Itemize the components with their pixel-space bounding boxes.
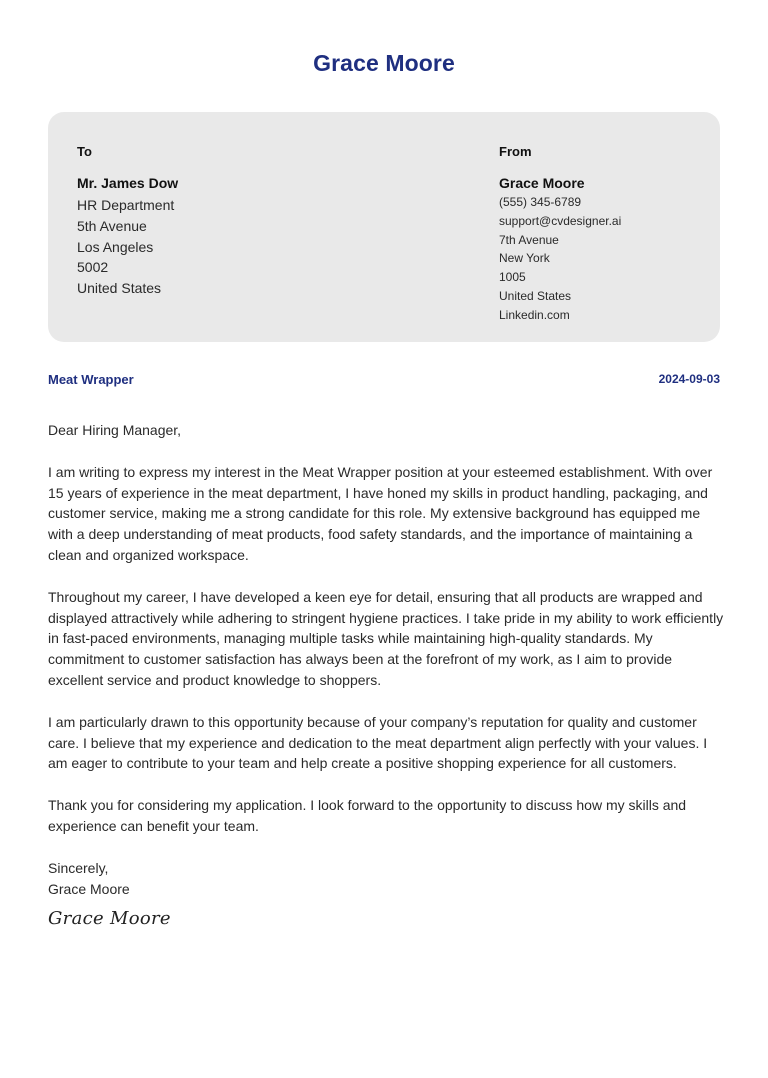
recipient-heading: To [77, 144, 92, 159]
page-title: Grace Moore [313, 50, 455, 76]
sender-phone: (555) 345-6789 [499, 195, 582, 209]
job-title: Meat Wrapper [48, 372, 134, 387]
sender-email: support@cvdesigner.ai [499, 213, 622, 228]
sender-street: 7th Avenue [499, 232, 559, 247]
sender-linkedin: Linkedin.com [499, 307, 570, 322]
recipient-name: Mr. James Dow [77, 175, 179, 191]
closing: Sincerely, [48, 859, 109, 876]
sender-name: Grace Moore [499, 175, 585, 191]
body-paragraph: Throughout my career, I have developed a keen eye for detail, ensuring that all products are wrapped and displayed attractively while adhering to stringent hygiene practices. I take pride in my ability to work efficiently in fast-paced environments, managing multiple tasks while maintaining high-quality standards. My commitment to customer satisfaction has always been at the forefront of my work, as I aim to provide excellent service and product knowledge to shoppers. [48, 588, 724, 688]
recipient-department: HR Department [77, 197, 175, 213]
closing-name: Grace Moore [48, 880, 130, 897]
sender-block [499, 144, 699, 325]
signature: Grace Moore [48, 908, 171, 929]
recipient-city: Los Angeles [77, 238, 154, 255]
sender-postcode: 1005 [499, 270, 526, 285]
sender-city: New York [499, 251, 550, 266]
letter-body [48, 420, 728, 899]
address-card [48, 112, 720, 342]
recipient-country: United States [77, 280, 162, 297]
recipient-block [77, 144, 437, 299]
sender-heading: From [499, 144, 532, 159]
body-paragraph: Thank you for considering my application. I look forward to the opportunity to discuss how my skills and experience can benefit your team. [48, 797, 687, 834]
salutation: Dear Hiring Manager, [48, 422, 182, 438]
recipient-street: 5th Avenue [77, 217, 147, 234]
sender-country: United States [499, 288, 572, 303]
body-paragraph: I am particularly drawn to this opportunity because of your company’s reputation for quality and customer care. I believe that my experience and dedication to the meat department align perfectly with your values. I am eager to contribute to your team and help create a positive shopping experience for all customers. [48, 713, 708, 772]
body-paragraph: I am writing to express my interest in the Meat Wrapper position at your esteemed establishment. With over 15 years of experience in the meat department, I have honed my skills in product handling, packaging, and customer service, making me a strong candidate for this role. My extensive background has equipped me with a deep understanding of meat products, food safety standards, and the importance of maintaining a clean and organized workspace. [48, 463, 713, 563]
recipient-postcode: 5002 [77, 259, 109, 276]
letter-date: 2024-09-03 [658, 372, 720, 386]
